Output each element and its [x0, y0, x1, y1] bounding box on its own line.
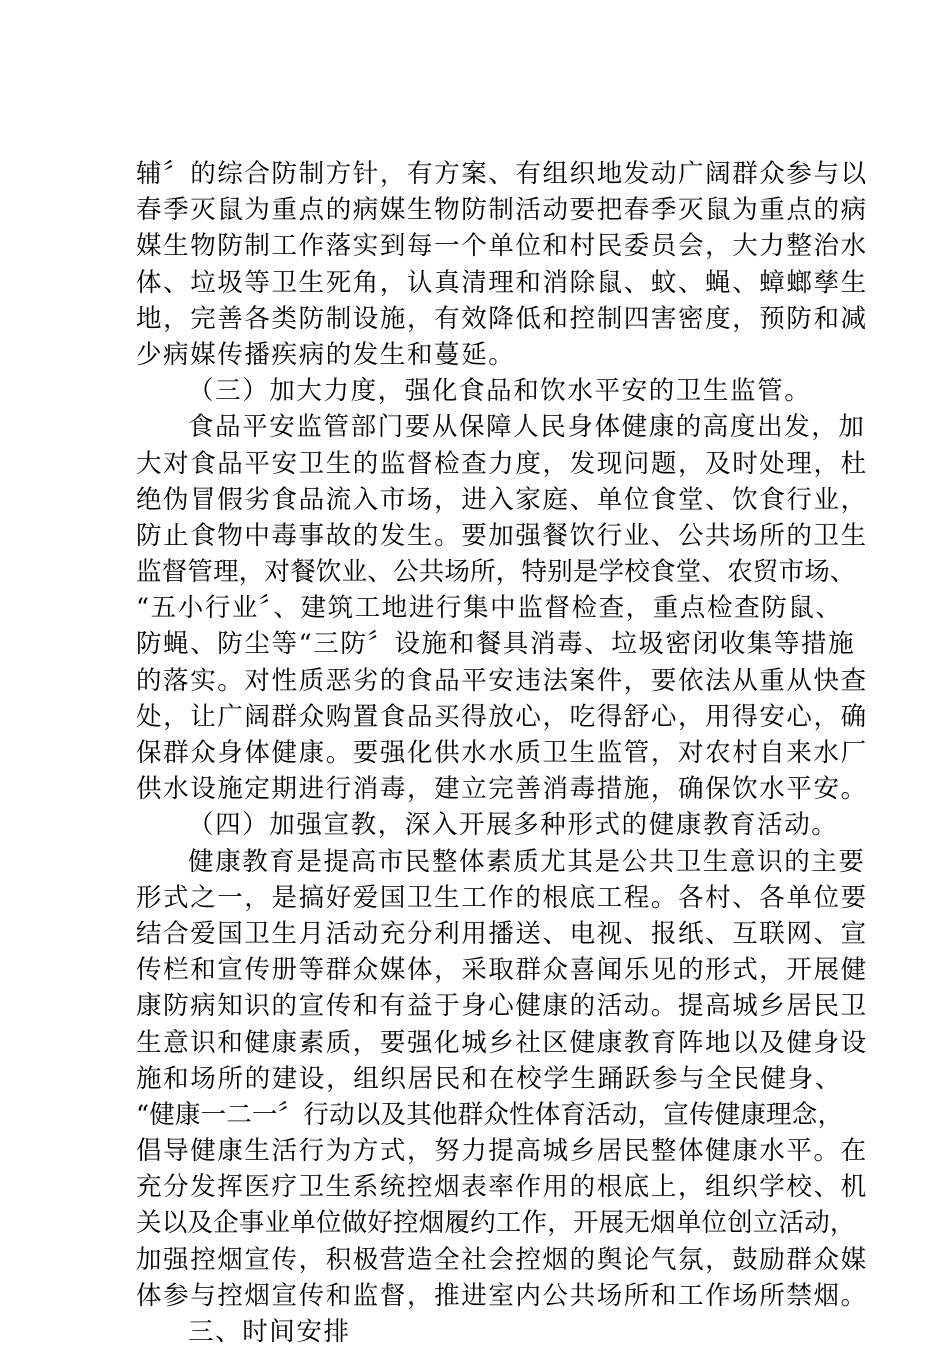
text-line: 生意识和健康素质，要强化城乡社区健康教育阵地以及健身设: [136, 1027, 868, 1058]
text-line: 充分发挥医疗卫生系统控烟表率作用的根底上，组织学校、机: [136, 1172, 868, 1203]
text-line: 倡导健康生活行为方式，努力提高城乡居民整体健康水平。在: [136, 1136, 868, 1167]
text-line: 体、垃圾等卫生死角，认真清理和消除鼠、蚊、蝇、蟑螂孳生: [136, 267, 868, 298]
document-body: [136, 156, 868, 1350]
text-line: “健康一二一〞行动以及其他群众性体育活动，宣传健康理念，: [136, 1099, 844, 1130]
text-line: 康防病知识的宣传和有益于身心健康的活动。提高城乡居民卫: [136, 991, 868, 1022]
section-heading: （三）加大力度，强化食品和饮水平安的卫生监管。: [188, 376, 812, 407]
text-line: 监督管理，对餐饮业、公共场所，特别是学校食堂、农贸市场、: [136, 557, 856, 588]
text-line: 大对食品平安卫生的监督检查力度，发现问题，及时处理，杜: [136, 448, 868, 479]
text-line: 防止食物中毒事故的发生。要加强餐饮行业、公共场所的卫生: [136, 520, 868, 551]
text-line: 食品平安监管部门要从保障人民身体健康的高度出发，加: [188, 412, 866, 443]
text-line: 形式之一，是搞好爱国卫生工作的根底工程。各村、各单位要: [136, 882, 868, 913]
text-line: “五小行业〞、建筑工地进行集中监督检查，重点检查防鼠、: [136, 593, 843, 624]
text-line: 施和场所的建设，组织居民和在校学生踊跃参与全民健身、: [136, 1063, 842, 1094]
text-line: 地，完善各类防制设施，有效降低和控制四害密度，预防和减: [136, 303, 868, 334]
text-line: 处，让广阔群众购置食品买得放心，吃得舒心，用得安心，确: [136, 701, 868, 732]
text-line: 体参与控烟宣传和监督，推进室内公共场所和工作场所禁烟。: [136, 1280, 868, 1311]
text-line: 少病媒传播疾病的发生和蔓延。: [136, 339, 516, 370]
text-line: 结合爱国卫生月活动充分利用播送、电视、报纸、互联网、宣: [136, 918, 868, 949]
text-line: 绝伪冒假劣食品流入市场，进入家庭、单位食堂、饮食行业，: [136, 484, 868, 515]
section-heading: 三、时间安排: [188, 1317, 351, 1347]
text-line: 媒生物防制工作落实到每一个单位和村民委员会，大力整治水: [136, 231, 868, 262]
text-line: 防蝇、防尘等“三防〞设施和餐具消毒、垃圾密闭收集等措施: [136, 629, 856, 660]
text-line: 供水设施定期进行消毒，建立完善消毒措施，确保饮水平安。: [136, 774, 868, 805]
text-line: 的落实。对性质恶劣的食品平安违法案件，要依法从重从快查: [136, 665, 868, 696]
text-line: 健康教育是提高市民整体素质尤其是公共卫生意识的主要: [188, 846, 866, 877]
text-line: 辅〞的综合防制方针，有方案、有组织地发动广阔群众参与以: [136, 159, 868, 189]
text-line: 关以及企事业单位做好控烟履约工作，开展无烟单位创立活动，: [136, 1208, 856, 1239]
text-line: 保群众身体健康。要强化供水水质卫生监管，对农村自来水厂: [136, 738, 868, 768]
section-heading: （四）加强宣教，深入开展多种形式的健康教育活动。: [188, 810, 839, 841]
text-line: 传栏和宣传册等群众媒体，采取群众喜闻乐见的形式，开展健: [136, 955, 868, 986]
text-line: 加强控烟宣传，积极营造全社会控烟的舆论气氛，鼓励群众媒: [136, 1244, 868, 1275]
text-line: 春季灭鼠为重点的病媒生物防制活动要把春季灭鼠为重点的病: [136, 195, 868, 226]
